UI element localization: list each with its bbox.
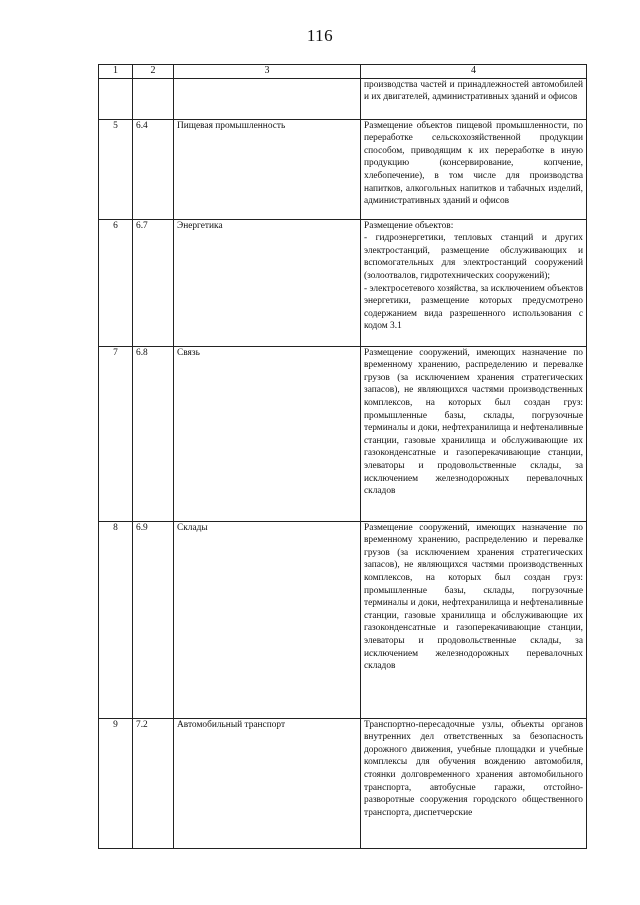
table-row [99, 718, 587, 848]
description-paragraph: Размещение объектов пищевой промышленности, по переработке сельскохозяйственной продукции способом, приводящим к их переработке в иную продукцию (консервирование, копчение, хлебопечение), в том числе для производства напитков, алкогольных напитков и табачных изделий, административных зданий и офисов [364, 120, 583, 207]
column-header-3: 3 [174, 65, 361, 79]
row-description [361, 219, 587, 346]
row-number: 7 [99, 346, 133, 521]
row-name: Энергетика [174, 219, 361, 346]
description-paragraph: - гидроэнергетики, тепловых станций и других электростанций, размещение обслуживающих и вспомогательных для электростанций сооружений (золоотвалов, гидротехнических сооружений); [364, 233, 583, 281]
row-description [361, 521, 587, 718]
page-number: 116 [306, 26, 334, 45]
row-code: 6.7 [133, 219, 174, 346]
row-code: 6.4 [133, 119, 174, 219]
row-name: Пищевая промышленность [174, 119, 361, 219]
row-name: Связь [174, 346, 361, 521]
row-description [361, 119, 587, 219]
row-description [361, 346, 587, 521]
description-paragraph: - электросетевого хозяйства, за исключением объектов энергетики, размещение которых предусмотрено содержанием вида разрешенного использования с кодом 3.1 [364, 283, 583, 332]
land-use-table [98, 64, 587, 849]
table-row [99, 346, 587, 521]
table-row [99, 119, 587, 219]
row-number: 9 [99, 718, 133, 848]
table-row [99, 219, 587, 346]
table-row [99, 521, 587, 718]
continuation-row [99, 78, 587, 119]
description-paragraph: Транспортно-пересадочные узлы, объекты органов внутренних дел ответственных за безопасность дорожного движения, учебные площадки и учебные комплексы для обучения вождению автомобиля, стоянки долговременного хранения автомобильного транспорта, автобусные гаражи, отстойно-разворотные сооружения городского общественного транспорта, диспетчерские [364, 719, 583, 818]
description-paragraph: Размещение объектов: [364, 220, 454, 231]
description-paragraph: Размещение сооружений, имеющих назначение по временному хранению, распределению и перевалке грузов (за исключением хранения стратегических запасов), не являющихся частями производственных комплексов, на которых был создан груз: промышленные базы, склады, погрузочные терминалы и доки, нефтехранилища и нефтеналивные станции, газовые хранилища и обслуживающие их газоконденсатные и газоперекачивающие станции, элеваторы и продовольственные склады, за исключением железнодорожных перевалочных складов [364, 522, 583, 672]
row-name: Автомобильный транспорт [174, 718, 361, 848]
row-name: Склады [174, 521, 361, 718]
row-number: 6 [99, 219, 133, 346]
row-code: 6.9 [133, 521, 174, 718]
description-paragraph: производства частей и принадлежностей автомобилей и их двигателей, административных зданий и офисов [364, 79, 583, 103]
table-header-row [99, 65, 587, 79]
row-code: 6.8 [133, 346, 174, 521]
row-code: 7.2 [133, 718, 174, 848]
column-header-1: 1 [99, 65, 133, 79]
row-description [361, 718, 587, 848]
row-number: 8 [99, 521, 133, 718]
row-number: 5 [99, 119, 133, 219]
column-header-2: 2 [133, 65, 174, 79]
column-header-4: 4 [361, 65, 587, 79]
description-paragraph: Размещение сооружений, имеющих назначение по временному хранению, распределению и перевалке грузов (за исключением хранения стратегических запасов), не являющихся частями производственных комплексов, на которых был создан груз: промышленные базы, склады, погрузочные терминалы и доки, нефтехранилища и нефтеналивные станции, газовые хранилища и обслуживающие их газоконденсатные и газоперекачивающие станции, элеваторы и продовольственные склады, за исключением железнодорожных перевалочных складов [364, 347, 583, 497]
continuation-description [361, 78, 587, 119]
